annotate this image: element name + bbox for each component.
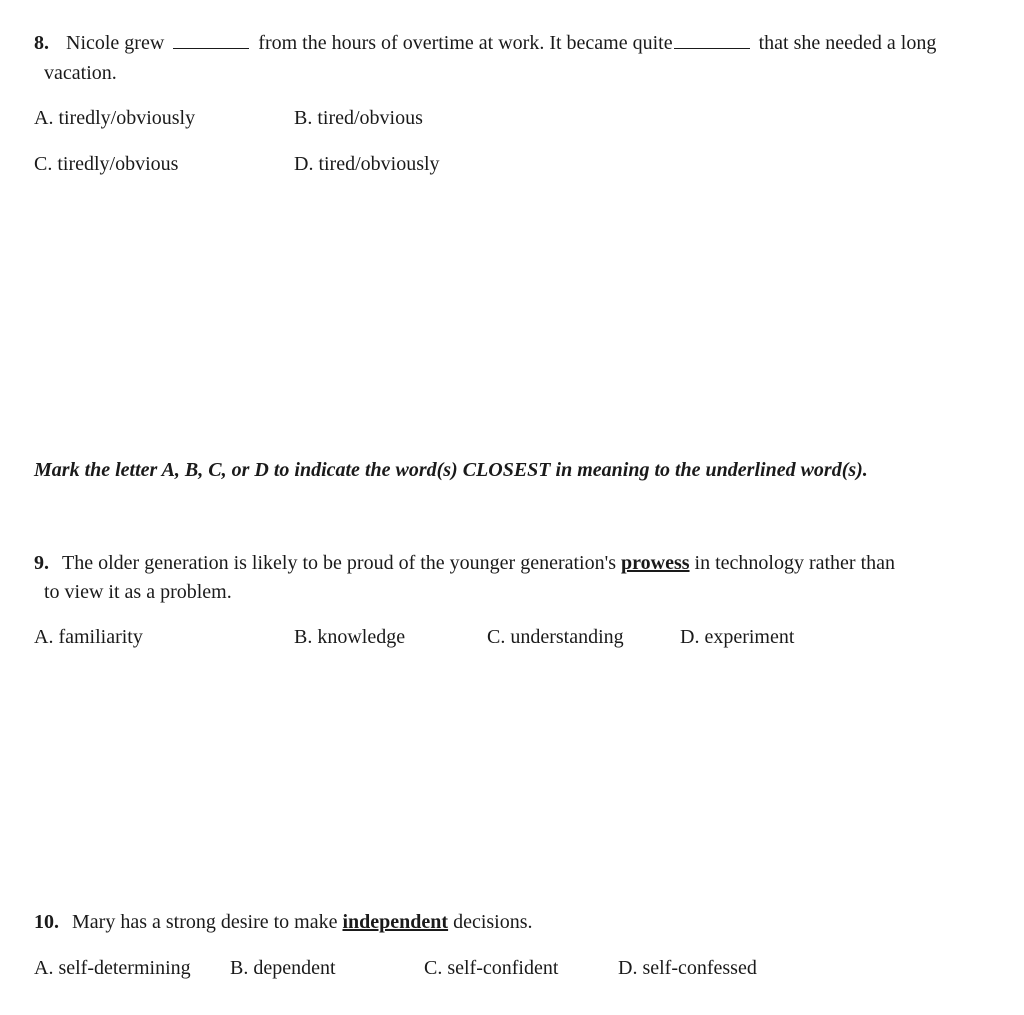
question-8-option-a[interactable]: A. tiredly/obviously (34, 107, 196, 129)
question-8-option-d[interactable]: D. tired/obviously (294, 153, 440, 175)
question-8-text-part-3: that she needed a long (758, 32, 937, 54)
question-8-line-1 (34, 31, 936, 56)
question-9-text-after: in technology rather than (694, 552, 896, 574)
question-9-number: 9. (34, 552, 49, 574)
question-10-line-1 (34, 910, 533, 935)
question-8-number: 8. (34, 32, 49, 54)
question-9-text-before: The older generation is likely to be proud of the younger generation's (62, 552, 616, 574)
question-9-option-d[interactable]: D. experiment (680, 626, 795, 648)
question-9-option-b[interactable]: B. knowledge (294, 626, 406, 648)
question-10-option-b[interactable]: B. dependent (230, 957, 336, 979)
question-9-option-a[interactable]: A. familiarity (34, 626, 143, 648)
question-8-option-c[interactable]: C. tiredly/obvious (34, 153, 179, 175)
section-instruction: Mark the letter A, B, C, or D to indicate the word(s) CLOSEST in meaning to the underlined word(s). (34, 459, 868, 481)
question-10-text-before: Mary has a strong desire to make (72, 911, 338, 933)
question-8-option-b[interactable]: B. tired/obvious (294, 107, 423, 129)
question-8-blank-2 (674, 32, 750, 49)
question-8-blank-1 (173, 32, 249, 49)
question-10-option-c[interactable]: C. self-confident (424, 957, 559, 979)
question-10-option-a[interactable]: A. self-determining (34, 957, 191, 979)
question-10-option-d[interactable]: D. self-confessed (618, 957, 757, 979)
question-9-line-1 (34, 551, 895, 576)
question-8-text-part-2: from the hours of overtime at work. It became quite (258, 32, 673, 54)
question-9-option-c[interactable]: C. understanding (487, 626, 624, 648)
question-9-underlined-word: prowess (621, 552, 690, 574)
question-8-line-2: vacation. (44, 62, 117, 84)
question-10-text-after: decisions. (453, 911, 533, 933)
question-10-number: 10. (34, 911, 59, 933)
question-10-underlined-word: independent (342, 911, 449, 933)
question-8-text-part-1: Nicole grew (66, 32, 165, 54)
question-9-line-2: to view it as a problem. (44, 581, 232, 603)
